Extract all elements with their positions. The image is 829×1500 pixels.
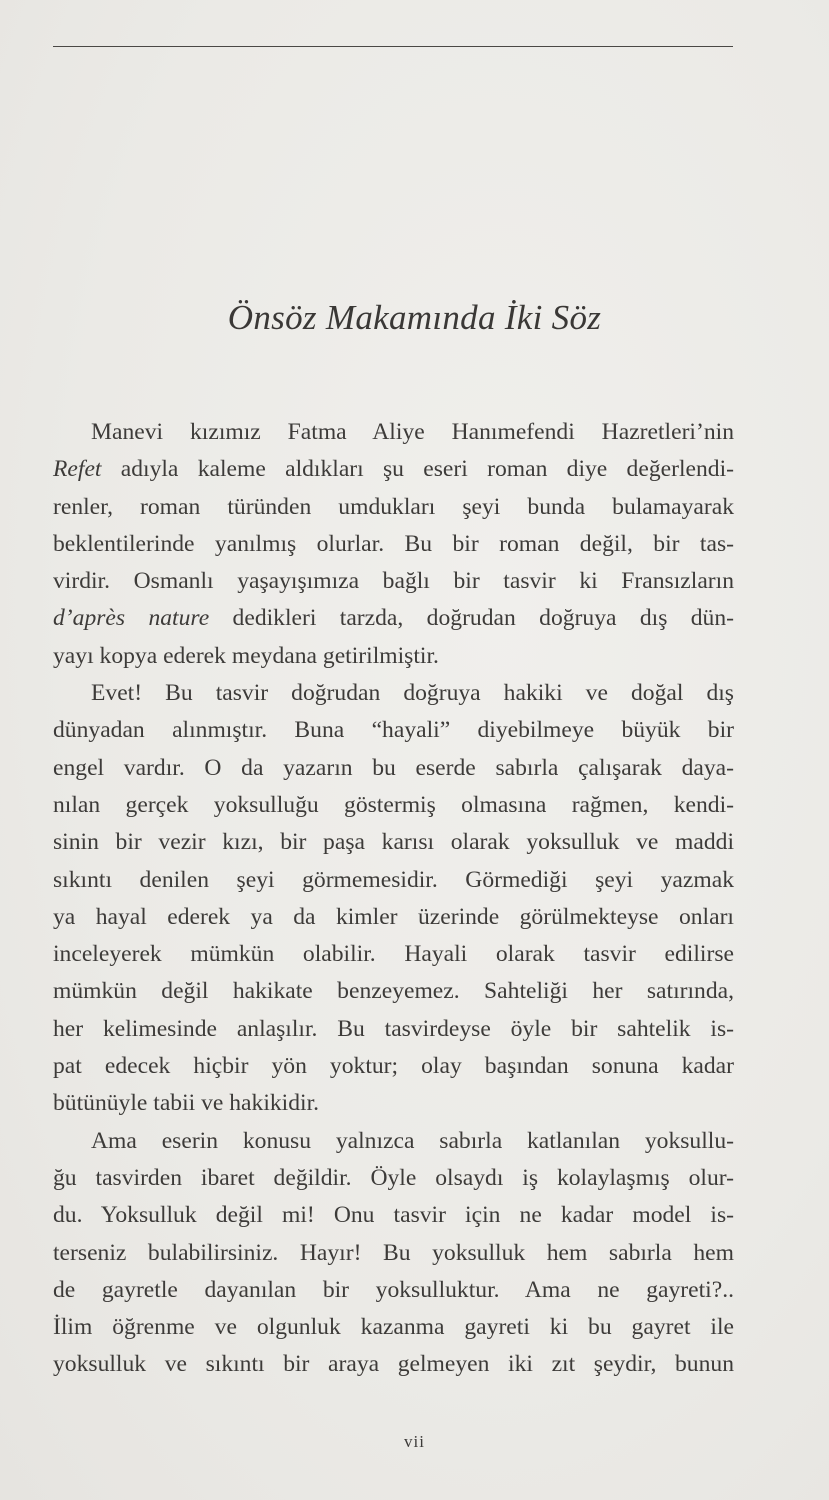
text-line: du. Yoksulluk değil mi! Onu tasvir için ne kadar model is- xyxy=(53,1202,734,1229)
text-line: İlim öğrenme ve olgunluk kazanma gayreti ki bu gayret ile xyxy=(53,1314,734,1341)
page-number: vii xyxy=(404,1432,425,1451)
text-line: Manevi kızımız Fatma Aliye Hanımefendi Hazretleri’nin xyxy=(91,419,734,445)
text-line: terseniz bulabilirsiniz. Hayır! Bu yoksulluk hem sabırla hem xyxy=(53,1239,734,1266)
text-line xyxy=(53,600,734,637)
text-line: Evet! Bu tasvir doğrudan doğruya hakiki ve doğal dış xyxy=(91,680,734,707)
text-line: engel vardır. O da yazarın bu eserde sabırla çalışarak daya- xyxy=(53,754,734,781)
italic-title: Refet xyxy=(53,456,102,483)
text-line: ya hayal ederek ya da kimler üzerinde görülmekteyse onları xyxy=(53,903,734,930)
text-line: beklentilerinde yanılmış olurlar. Bu bir roman değil, bir tas- xyxy=(53,530,734,557)
text-line: pat edecek hiçbir yön yoktur; olay başından sonuna kadar xyxy=(53,1053,734,1080)
text-line: yoksulluk ve sıkıntı bir araya gelmeyen iki zıt şeydir, bunun xyxy=(53,1351,734,1378)
text-line: yayı kopya ederek meydana getirilmiştir. xyxy=(53,642,439,669)
text-line: sıkıntı denilen şeyi görmemesidir. Görmediği şeyi yazmak xyxy=(53,866,734,893)
text-line: de gayretle dayanılan bir yoksulluktur. Ama ne gayreti?.. xyxy=(53,1276,734,1303)
text-line: ğu tasvirden ibaret değildir. Öyle olsaydı iş kolaylaşmış olur- xyxy=(53,1164,734,1191)
text-line: her kelimesinde anlaşılır. Bu tasvirdeyse öyle bir sahtelik is- xyxy=(53,1015,734,1042)
text-line: sinin bir vezir kızı, bir paşa karısı olarak yoksulluk ve maddi xyxy=(53,829,734,856)
text-line: virdir. Osmanlı yaşayışımıza bağlı bir tasvir ki Fransızların xyxy=(53,568,734,595)
chapter-title: Önsöz Makamında İki Söz xyxy=(227,298,602,337)
text-line: mümkün değil hakikate benzeyemez. Sahteliği her satırında, xyxy=(53,978,734,1005)
text-line xyxy=(53,451,734,488)
text-span: dedikleri tarzda, doğrudan doğruya dış dün- xyxy=(209,605,734,632)
text-line: nılan gerçek yoksulluğu göstermiş olmasına rağmen, kendi- xyxy=(53,791,734,818)
text-span: adıyla kaleme aldıkları şu eseri roman diye değerlendi- xyxy=(101,456,734,483)
text-line: inceleyerek mümkün olabilir. Hayali olarak tasvir edilirse xyxy=(53,941,734,968)
text-line: Ama eserin konusu yalnızca sabırla katlanılan yoksullu- xyxy=(91,1127,734,1154)
body-text xyxy=(53,414,734,1384)
italic-phrase: d’après nature xyxy=(53,605,210,632)
text-line: bütünüyle tabii ve hakikidir. xyxy=(53,1090,320,1117)
text-line: dünyadan alınmıştır. Buna “hayali” diyebilmeye büyük bir xyxy=(53,717,734,744)
top-rule xyxy=(53,46,733,47)
text-line: renler, roman türünden umdukları şeyi bunda bulamayarak xyxy=(53,493,734,520)
